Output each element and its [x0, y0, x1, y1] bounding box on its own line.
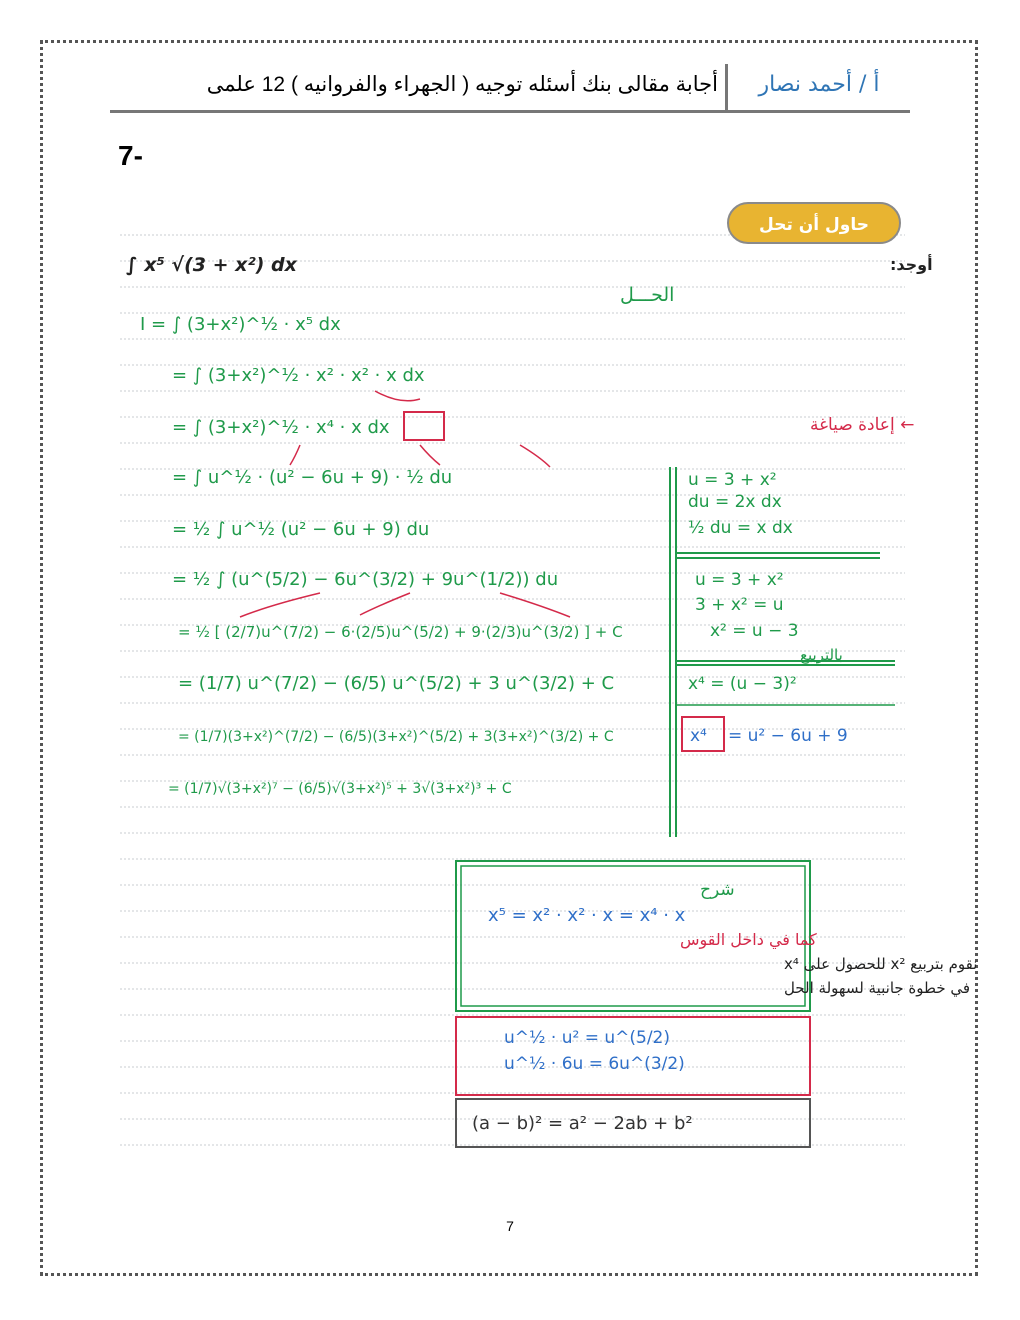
u-line-1: u = 3 + x²	[695, 570, 784, 590]
explanation-note-2: في خطوة جانبية لسهولة الحل	[784, 979, 971, 997]
square-identity: (a − b)² = a² − 2ab + b²	[472, 1113, 693, 1134]
step-3: = ∫ (3+x²)^½ · x⁴ · x dx	[172, 417, 390, 438]
u-line-3: x² = u − 3	[710, 621, 799, 641]
sub-line-3: ½ du = x dx	[688, 518, 793, 538]
rule-1: u^½ · u² = u^(5/2)	[504, 1028, 670, 1048]
sub-line-1: u = 3 + x²	[688, 470, 777, 490]
step-5: = ½ ∫ u^½ (u² − 6u + 9) du	[172, 519, 430, 540]
step-2: = ∫ (3+x²)^½ · x² · x² · x dx	[172, 365, 425, 386]
page-number: 7	[506, 1218, 514, 1234]
solution-label: الحـــل	[620, 284, 675, 306]
step-6: = ½ ∫ (u^(5/2) − 6u^(3/2) + 9u^(1/2)) du	[172, 569, 559, 590]
reformat-note: ← إعادة صياغة	[810, 415, 915, 435]
sub-line-2: du = 2x dx	[688, 492, 782, 512]
document-title: أجابة مقالى بنك أسئله توجيه ( الجهراء والفروانيه ) 12 علمى	[206, 73, 718, 96]
question-number: 7-	[118, 140, 143, 171]
worksheet-image	[120, 195, 978, 1160]
step-4: = ∫ u^½ · (u² − 6u + 9) · ½ du	[172, 467, 453, 488]
squaring-label: بالتربيع	[800, 646, 843, 664]
x4-highlight-box	[404, 412, 444, 440]
rule-2: u^½ · 6u = 6u^(3/2)	[504, 1054, 685, 1074]
x4-box-label: x⁴	[690, 726, 707, 746]
page-header	[110, 60, 910, 113]
u-line-2: 3 + x² = u	[695, 595, 784, 615]
x4-line: x⁴ = (u − 3)²	[688, 674, 797, 694]
step-10: = (1/7)√(3+x²)⁷ − (6/5)√(3+x²)⁵ + 3√(3+x²)³ + C	[168, 781, 512, 797]
problem-integral: ∫ x⁵ √(3 + x²) dx	[126, 254, 297, 276]
step-1: I = ∫ (3+x²)^½ · x⁵ dx	[140, 314, 341, 335]
substitution-column	[688, 470, 793, 538]
explanation-note-red: كما في داخل القوس	[680, 930, 817, 949]
explanation-panel	[456, 861, 810, 1147]
u-derivation	[688, 570, 843, 694]
x4-result: = u² − 6u + 9	[728, 726, 848, 746]
solution-steps	[140, 314, 623, 797]
explanation-note-1: نقوم بتربيع x² للحصول على x⁴	[784, 955, 978, 973]
step-8: = (1/7) u^(7/2) − (6/5) u^(5/2) + 3 u^(3/2) + C	[178, 673, 615, 694]
step-9: = (1/7)(3+x²)^(7/2) − (6/5)(3+x²)^(5/2) + 3(3+x²)^(3/2) + C	[178, 729, 614, 745]
find-label: أوجد:	[890, 255, 933, 274]
try-it-badge	[728, 203, 900, 243]
badge-label: حاول أن تحل	[759, 215, 869, 235]
explanation-line1: x⁵ = x² · x² · x = x⁴ · x	[488, 905, 686, 926]
author-name: أ / أحمد نصار	[725, 64, 910, 110]
explanation-title: شرح	[700, 880, 735, 900]
step-7: = ½ [ (2/7)u^(7/2) − 6·(2/5)u^(5/2) + 9·(2/3)u^(3/2) ] + C	[178, 623, 623, 641]
